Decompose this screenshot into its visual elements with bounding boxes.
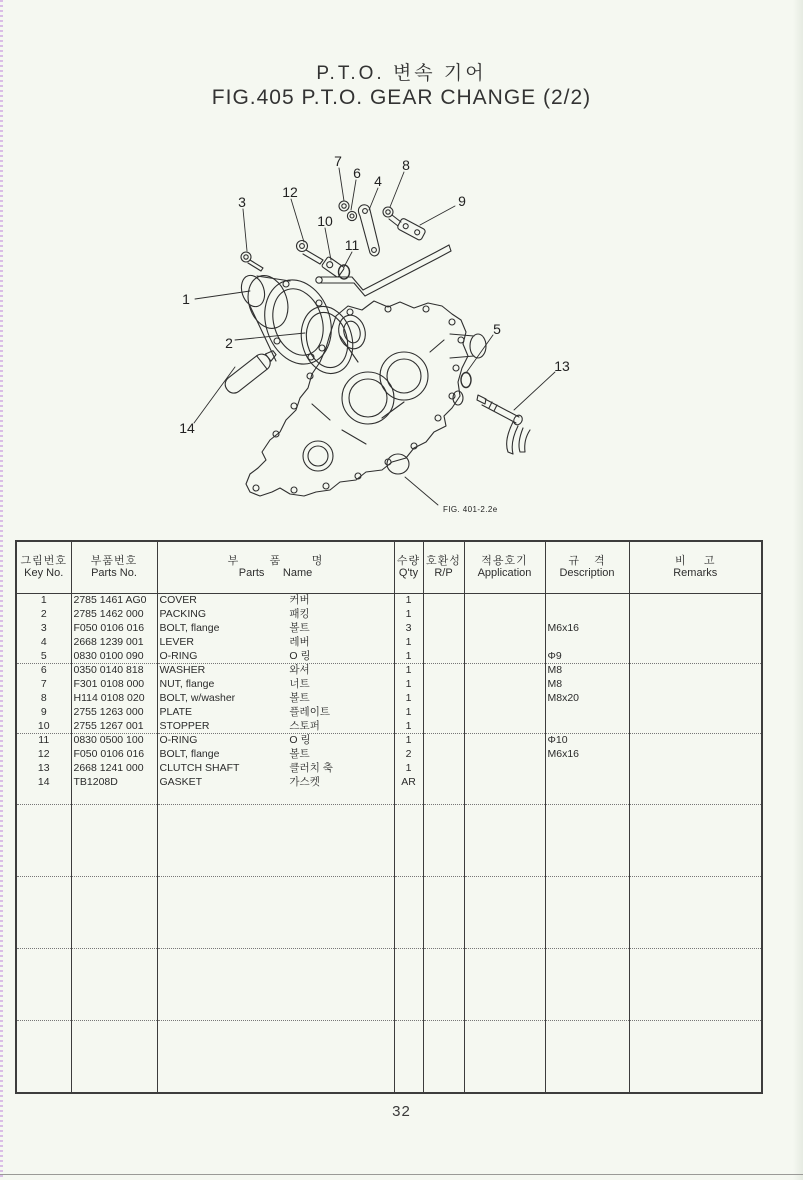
part-name-korean: 너트 xyxy=(289,677,310,690)
cell-rp xyxy=(423,691,464,705)
part-name-english: LEVER xyxy=(159,635,194,648)
cell-qty: 1 xyxy=(394,607,423,621)
cell-parts-name xyxy=(157,775,394,789)
col-header-remarks: 비 고 Remarks xyxy=(629,541,762,593)
table-row xyxy=(16,691,762,705)
cell-application xyxy=(464,677,545,691)
empty-cell xyxy=(16,876,71,948)
empty-cell xyxy=(71,948,157,1020)
table-row xyxy=(16,593,762,607)
cell-application xyxy=(464,705,545,719)
table-row xyxy=(16,747,762,761)
empty-cell xyxy=(629,876,762,948)
empty-cell xyxy=(545,1020,629,1093)
cell-rp xyxy=(423,733,464,747)
part-name-english: COVER xyxy=(159,594,197,607)
cell-parts-name xyxy=(157,593,394,607)
cell-qty: 1 xyxy=(394,719,423,733)
scan-edge-shading xyxy=(793,0,803,1180)
part-name-english: PACKING xyxy=(159,607,206,620)
cell-application xyxy=(464,593,545,607)
cell-application xyxy=(464,775,545,789)
cell-parts-no: 2785 1461 AG0 xyxy=(71,593,157,607)
part-name-english: STOPPER xyxy=(159,719,210,732)
empty-cell xyxy=(71,876,157,948)
cell-parts-no: 0830 0500 100 xyxy=(71,733,157,747)
gearbox-housing xyxy=(246,301,486,496)
part-name-korean: 볼트 xyxy=(289,621,310,634)
cell-key-no: 12 xyxy=(37,747,50,760)
cell-parts-no: 2755 1263 000 xyxy=(71,705,157,719)
cell-parts-no: F301 0108 000 xyxy=(71,677,157,691)
figure-reference: FIG. 401-2.2e xyxy=(443,505,498,514)
lever-part xyxy=(358,205,379,256)
empty-cell xyxy=(464,789,545,804)
cell-remarks xyxy=(629,593,762,607)
cell-parts-no: TB1208D xyxy=(71,775,157,789)
cell-rp xyxy=(423,607,464,621)
part-name-korean: 커버 xyxy=(289,594,310,607)
cell-remarks xyxy=(629,733,762,747)
cell-key-no: 1 xyxy=(40,594,47,607)
part-name-korean: 플레이트 xyxy=(289,705,330,718)
cell-application xyxy=(464,635,545,649)
cell-qty: 1 xyxy=(394,635,423,649)
cell-parts-name xyxy=(157,621,394,635)
cell-rp xyxy=(423,719,464,733)
cell-description: M6x16 xyxy=(545,621,629,635)
empty-cell xyxy=(629,1020,762,1093)
cell-rp xyxy=(423,621,464,635)
cell-parts-no: 2755 1267 001 xyxy=(71,719,157,733)
empty-table-row xyxy=(16,789,762,804)
col-header-application: 적용호기 Application xyxy=(464,541,545,593)
bolt-3 xyxy=(241,252,263,271)
cell-description xyxy=(545,705,629,719)
empty-cell xyxy=(545,876,629,948)
cell-remarks xyxy=(629,761,762,775)
empty-cell xyxy=(394,876,423,948)
empty-cell xyxy=(629,804,762,876)
cell-application xyxy=(464,733,545,747)
part-name-english: BOLT, w/washer xyxy=(159,691,236,704)
table-row xyxy=(16,761,762,775)
col-header-parts-name: 부 품 명 Parts Name xyxy=(157,541,394,593)
cell-parts-no: 2785 1462 000 xyxy=(71,607,157,621)
cell-application xyxy=(464,649,545,663)
cell-description: M6x16 xyxy=(545,747,629,761)
empty-cell xyxy=(16,804,71,876)
callout-7: 7 xyxy=(334,153,342,169)
cell-qty: 1 xyxy=(394,705,423,719)
callout-3: 3 xyxy=(238,194,246,210)
callout-2: 2 xyxy=(225,335,233,351)
empty-cell xyxy=(16,1020,71,1093)
page-number: 32 xyxy=(392,1103,411,1120)
cell-key-no: 7 xyxy=(40,677,47,690)
callout-4: 4 xyxy=(374,173,382,189)
cell-parts-no: F050 0106 016 xyxy=(71,621,157,635)
empty-cell xyxy=(423,789,464,804)
table-row xyxy=(16,649,762,663)
part-name-english: WASHER xyxy=(159,664,206,677)
table-row xyxy=(16,775,762,789)
callout-12: 12 xyxy=(282,184,298,200)
col-header-rp: 호환성 R/P xyxy=(423,541,464,593)
cell-parts-no: H114 0108 020 xyxy=(71,691,157,705)
cell-qty: 3 xyxy=(394,621,423,635)
scan-line xyxy=(0,1174,803,1175)
callout-14: 14 xyxy=(179,420,195,436)
bolt-12 xyxy=(297,241,324,265)
part-name-korean: 패킹 xyxy=(289,607,310,620)
cell-parts-name xyxy=(157,719,394,733)
cell-description xyxy=(545,635,629,649)
cell-description: M8 xyxy=(545,663,629,677)
gasket-tube xyxy=(222,346,280,396)
cell-rp xyxy=(423,593,464,607)
table-row xyxy=(16,705,762,719)
empty-cell xyxy=(16,789,71,804)
cell-parts-no: 2668 1239 001 xyxy=(71,635,157,649)
scan-edge-artifact xyxy=(0,0,3,1180)
cell-key-no: 14 xyxy=(37,775,50,788)
washer-6 xyxy=(347,211,356,220)
cell-qty: 1 xyxy=(394,649,423,663)
part-name-korean: 레버 xyxy=(289,635,310,648)
cell-description: Φ10 xyxy=(545,733,629,747)
cell-remarks xyxy=(629,719,762,733)
empty-cell xyxy=(394,948,423,1020)
cell-qty: 1 xyxy=(394,733,423,747)
callout-13: 13 xyxy=(554,358,570,374)
empty-cell xyxy=(423,876,464,948)
exploded-parts-diagram xyxy=(150,140,670,530)
cell-description xyxy=(545,761,629,775)
part-name-english: GASKET xyxy=(159,775,203,788)
cell-parts-no: 0350 0140 818 xyxy=(71,663,157,677)
col-header-key: 그림번호 Key No. xyxy=(16,541,71,593)
callout-1: 1 xyxy=(182,291,190,307)
empty-cell xyxy=(157,804,394,876)
page-title-korean: P.T.O. 변속 기어 xyxy=(316,63,487,84)
cell-parts-name xyxy=(157,663,394,677)
callout-8: 8 xyxy=(402,157,410,173)
cell-key-no: 6 xyxy=(40,664,47,677)
cell-rp xyxy=(423,635,464,649)
empty-cell xyxy=(423,1020,464,1093)
part-name-english: O-RING xyxy=(159,649,198,662)
cell-remarks xyxy=(629,621,762,635)
part-name-english: BOLT, flange xyxy=(159,621,220,634)
table-row xyxy=(16,719,762,733)
part-name-english: O-RING xyxy=(159,734,198,747)
cell-rp xyxy=(423,775,464,789)
bolt-8 xyxy=(383,207,401,226)
cell-parts-name xyxy=(157,691,394,705)
cell-parts-name xyxy=(157,635,394,649)
cell-description: M8x20 xyxy=(545,691,629,705)
cell-remarks xyxy=(629,649,762,663)
cell-description: Φ9 xyxy=(545,649,629,663)
cell-key-no: 4 xyxy=(40,635,47,648)
table-row xyxy=(16,663,762,677)
cell-key-no: 5 xyxy=(16,649,71,663)
cell-description xyxy=(545,593,629,607)
cell-qty: 1 xyxy=(394,593,423,607)
cell-remarks xyxy=(629,691,762,705)
cell-qty: 1 xyxy=(394,691,423,705)
callout-6: 6 xyxy=(353,165,361,181)
col-header-qty: 수량 Q'ty xyxy=(394,541,423,593)
part-name-korean: O 링 xyxy=(289,734,311,747)
cell-description xyxy=(545,607,629,621)
empty-cell xyxy=(545,948,629,1020)
plate-part xyxy=(397,218,426,241)
part-name-korean: 와셔 xyxy=(289,664,310,677)
o-ring-5 xyxy=(461,373,471,388)
parts-table xyxy=(15,540,763,1094)
empty-cell xyxy=(157,948,394,1020)
empty-cell xyxy=(394,789,423,804)
part-name-english: PLATE xyxy=(159,705,192,718)
empty-cell xyxy=(423,948,464,1020)
cell-remarks xyxy=(629,677,762,691)
cell-application xyxy=(464,621,545,635)
empty-cell xyxy=(464,876,545,948)
cell-qty: 1 xyxy=(394,677,423,691)
cell-parts-name xyxy=(157,649,394,663)
cell-qty: 1 xyxy=(394,663,423,677)
nut-7 xyxy=(339,201,349,211)
parts-table-body xyxy=(16,593,762,1093)
empty-cell xyxy=(71,789,157,804)
cell-key-no: 9 xyxy=(40,705,47,718)
cell-application xyxy=(464,747,545,761)
cell-remarks xyxy=(629,635,762,649)
cell-remarks xyxy=(629,705,762,719)
col-header-description: 규 격 Description xyxy=(545,541,629,593)
cell-parts-no: F050 0106 016 xyxy=(71,747,157,761)
part-name-korean: 가스켓 xyxy=(289,775,320,788)
cell-application xyxy=(464,719,545,733)
empty-cell xyxy=(545,804,629,876)
cell-rp xyxy=(423,705,464,719)
cell-parts-name xyxy=(157,733,394,747)
cell-parts-no: 0830 0100 090 xyxy=(71,649,157,663)
cell-remarks xyxy=(629,747,762,761)
cell-description: M8 xyxy=(545,677,629,691)
cell-remarks xyxy=(629,775,762,789)
empty-cell xyxy=(423,804,464,876)
table-row xyxy=(16,621,762,635)
table-row xyxy=(16,733,762,747)
cell-remarks xyxy=(629,663,762,677)
callout-9: 9 xyxy=(458,193,466,209)
cell-qty: 2 xyxy=(394,747,423,761)
cell-key-no: 8 xyxy=(40,691,47,704)
cell-key-no: 3 xyxy=(40,621,47,634)
callout-11: 11 xyxy=(344,237,360,253)
part-name-korean: 볼트 xyxy=(289,747,310,760)
part-name-english: BOLT, flange xyxy=(159,747,220,760)
cell-rp xyxy=(423,677,464,691)
empty-cell xyxy=(545,789,629,804)
part-name-korean: O 링 xyxy=(289,649,311,662)
part-name-korean: 클러치 축 xyxy=(289,761,333,774)
cell-parts-name xyxy=(157,761,394,775)
cell-key-no: 11 xyxy=(38,734,50,747)
table-row xyxy=(16,607,762,621)
table-row xyxy=(16,635,762,649)
empty-table-row xyxy=(16,876,762,948)
cell-key-no: 10 xyxy=(16,719,71,733)
clutch-shaft-fork xyxy=(477,395,530,454)
cell-key-no: 2 xyxy=(40,607,47,620)
empty-cell xyxy=(157,789,394,804)
empty-table-row xyxy=(16,804,762,876)
empty-cell xyxy=(464,1020,545,1093)
cell-key-no: 13 xyxy=(37,761,50,774)
stopper-bracket xyxy=(321,256,344,277)
empty-cell xyxy=(16,948,71,1020)
part-name-english: NUT, flange xyxy=(159,677,215,690)
cell-application xyxy=(464,607,545,621)
cell-parts-no: 2668 1241 000 xyxy=(71,761,157,775)
cell-parts-name xyxy=(157,705,394,719)
empty-cell xyxy=(71,1020,157,1093)
cell-qty: AR xyxy=(394,775,423,789)
shift-rod xyxy=(316,245,451,296)
cell-parts-name xyxy=(157,607,394,621)
empty-cell xyxy=(157,1020,394,1093)
cell-parts-name xyxy=(157,747,394,761)
empty-cell xyxy=(629,948,762,1020)
empty-cell xyxy=(71,804,157,876)
table-row xyxy=(16,677,762,691)
cell-description xyxy=(545,775,629,789)
cell-rp xyxy=(423,747,464,761)
cell-application xyxy=(464,761,545,775)
empty-cell xyxy=(157,876,394,948)
empty-cell xyxy=(464,804,545,876)
empty-cell xyxy=(394,804,423,876)
cell-remarks xyxy=(629,607,762,621)
cell-qty: 1 xyxy=(394,761,423,775)
empty-cell xyxy=(629,789,762,804)
callout-10: 10 xyxy=(317,213,333,229)
empty-table-row xyxy=(16,948,762,1020)
empty-cell xyxy=(394,1020,423,1093)
part-name-korean: 스토퍼 xyxy=(289,719,320,732)
cell-rp xyxy=(423,663,464,677)
part-name-korean: 볼트 xyxy=(289,691,310,704)
empty-table-row xyxy=(16,1020,762,1093)
empty-cell xyxy=(464,948,545,1020)
callout-5: 5 xyxy=(493,321,501,337)
page-title-english: FIG.405 P.T.O. GEAR CHANGE (2/2) xyxy=(211,86,592,109)
cell-application xyxy=(464,663,545,677)
cell-description xyxy=(545,719,629,733)
cell-parts-name xyxy=(157,677,394,691)
cell-application xyxy=(464,691,545,705)
col-header-parts-no: 부품번호 Parts No. xyxy=(71,541,157,593)
cell-rp xyxy=(423,761,464,775)
cell-rp xyxy=(423,649,464,663)
part-name-english: CLUTCH SHAFT xyxy=(159,761,240,774)
